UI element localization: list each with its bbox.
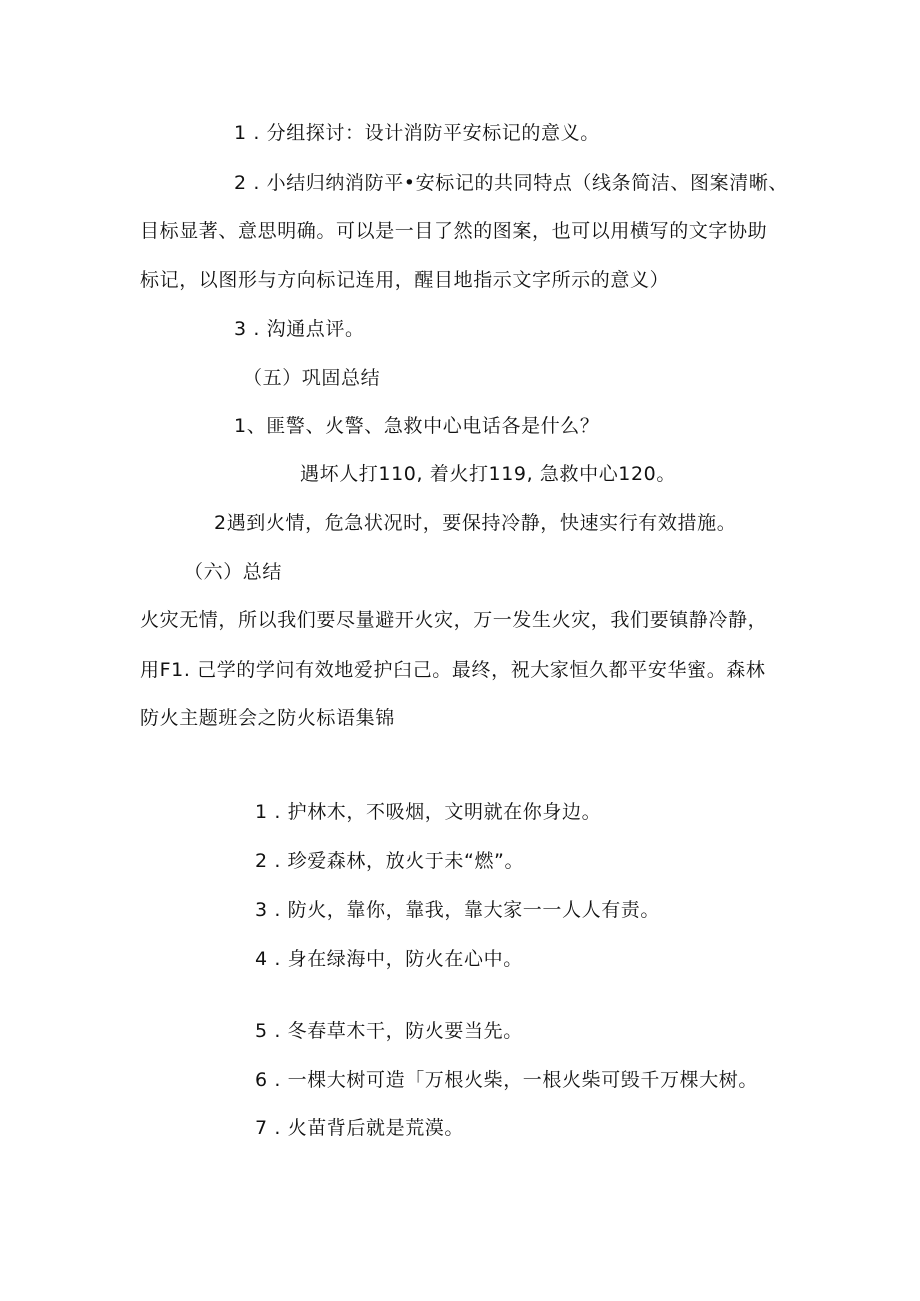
section-6-heading: （六）总结 [184,561,283,583]
step-3-review: 3 . 沟通点评。 [234,318,365,340]
step-2-summary-line-1: 2 . 小结归纳消防平•安标记的共同特点（线条简洁、图案清晰、 [234,172,789,194]
answer-1: 遇坏人打110, 着火打119, 急救中心120。 [300,463,676,485]
slogan-7: 7 . 火苗背后就是荒漠。 [255,1117,465,1139]
slogan-5: 5 . 冬春草木干，防火要当先。 [255,1020,523,1042]
step-2-summary-line-3: 标记，以图形与方向标记连用，醒目地指示文字所示的意义） [140,269,670,291]
summary-paragraph-line-2: 用F1. 己学的学问有效地爱护臼己。最终，祝大家恒久都平安华蜜。森林 [140,659,766,681]
step-1-group-discussion: 1 . 分组探讨：设计消防平安标记的意义。 [234,122,600,144]
question-1: 1、匪警、火警、急救中心电话各是什么？ [234,415,600,437]
summary-paragraph-line-3: 防火主题班会之防火标语集锦 [140,707,395,729]
section-5-heading: （五）巩固总结 [243,367,381,389]
step-2-summary-line-2: 目标显著、意思明确。可以是一目了然的图案，也可以用横写的文字协助 [140,220,768,242]
slogan-2: 2 . 珍爱森林，放火于未“燃”。 [255,850,525,872]
summary-paragraph-line-1: 火灾无情，所以我们要尽量避开火灾，万一发生火灾，我们要镇静冷静， [140,609,768,631]
slogan-1: 1 . 护林木，不吸烟，文明就在你身边。 [255,801,602,823]
point-2: 2遇到火情，危急状况时，要保持冷静，快速实行有效措施。 [214,512,737,534]
slogan-4: 4 . 身在绿海中，防火在心中。 [255,948,523,970]
slogan-3: 3 . 防火，靠你，靠我，靠大家一一人人有责。 [255,899,661,921]
slogan-6: 6 . 一棵大树可造「万根火柴，一根火柴可毁千万棵大树。 [255,1069,759,1091]
